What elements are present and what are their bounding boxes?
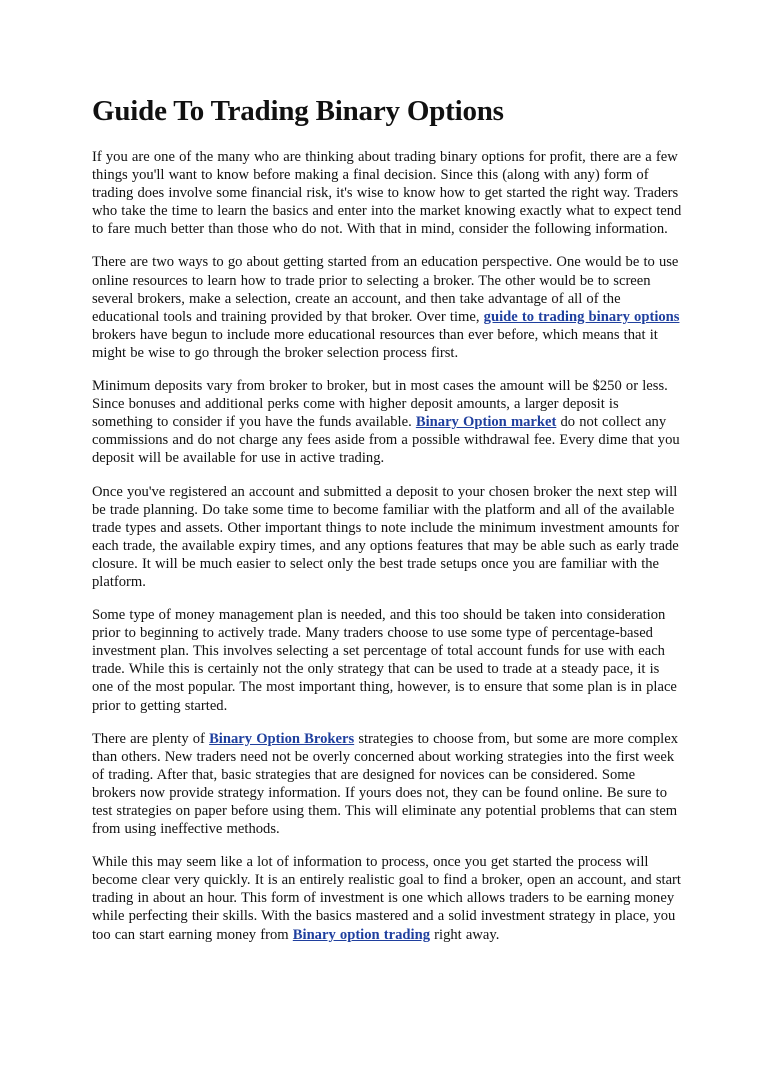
binary-option-trading-link[interactable]: Binary option trading [292,926,431,943]
paragraph-7 [92,853,682,943]
paragraph-text: strategies to choose from, but some are more complex than others. New traders need not be overly concerned about working strategies into the first week of trading. After that, basic strategies that are designed for novices can be considered. Some brokers now provide strategy information. If yours does not, they can be found online. Be sure to test strategies on paper before using them. This will eliminate any potential problems that can stem from using ineffective methods. [92,730,679,838]
paragraph-text: do not collect any commissions and do not charge any fees aside from a possible withdrawal fee. Every dime that you deposit will be available for use in active trading. [92,414,680,467]
paragraph-text: There are two ways to go about getting started from an education perspective. One would be to use online resources to learn how to trade prior to selecting a broker. The other would be to screen several brokers, make a selection, create an account, and then take advantage of all of the educational tools and training provided by that broker. Over time, [92,254,679,325]
paragraph-5: Some type of money management plan is needed, and this too should be taken into consideration prior to beginning to actively trade. Many traders choose to use some type of percentage-based investment plan. This involves selecting a set percentage of total account funds for use with each trade. While this is certainly not the only strategy that can be used to trade at a steady pace, it is one of the most popular. The most important thing, however, is to ensure that some plan is in place prior to getting started. [92,607,677,714]
guide-to-trading-link[interactable]: guide to trading binary options [483,308,680,325]
paragraph-1: If you are one of the many who are thinking about trading binary options for profit, there are a few things you'll want to know before making a final decision. Since this (along with any) form of trading does involve some financial risk, it's wise to know how to get started the right way. Traders who take the time to learn the basics and enter into the market knowing exactly what to expect tend to fare much better than those who do not. With that in mind, consider the following information. [92,149,682,238]
paragraph-text: There are plenty of [92,730,205,747]
paragraph-4: Once you've registered an account and submitted a deposit to your chosen broker the next step will be trade planning. Do take some time to become familiar with the platform and all of the available trade types and assets. Other important things to note include the minimum investment amounts for each trade, the available expiry times, and any options features that may be able such as early trade closure. It will be much easier to select only the best trade setups once you are familiar with the platform. [92,483,679,590]
document-title: Guide To Trading Binary Options [92,95,504,127]
paragraph-3 [92,377,682,467]
paragraph-2 [92,253,682,362]
binary-option-market-link[interactable]: Binary Option market [415,414,557,431]
paragraph-text: While this may seem like a lot of information to process, once you get started the process will become clear very quickly. It is an entirely realistic goal to find a broker, open an account, and start trading in about an hour. This form of investment is one which allows traders to be earning money while perfecting their skills. With the basics mastered and a solid investment strategy in place, you too can start earning money from [92,854,681,943]
paragraph-6 [92,730,682,839]
binary-option-brokers-link[interactable]: Binary Option Brokers [209,730,355,747]
paragraph-text: brokers have begun to include more educational resources than ever before, which means that it might be wise to go through the broker selection process first. [92,326,658,361]
paragraph-text: Minimum deposits vary from broker to broker, but in most cases the amount will be $250 or less. Since bonuses and additional perks come with higher deposit amounts, a larger deposit is something to consider if you have the funds available. [92,378,668,431]
paragraph-text: right away. [434,926,500,943]
